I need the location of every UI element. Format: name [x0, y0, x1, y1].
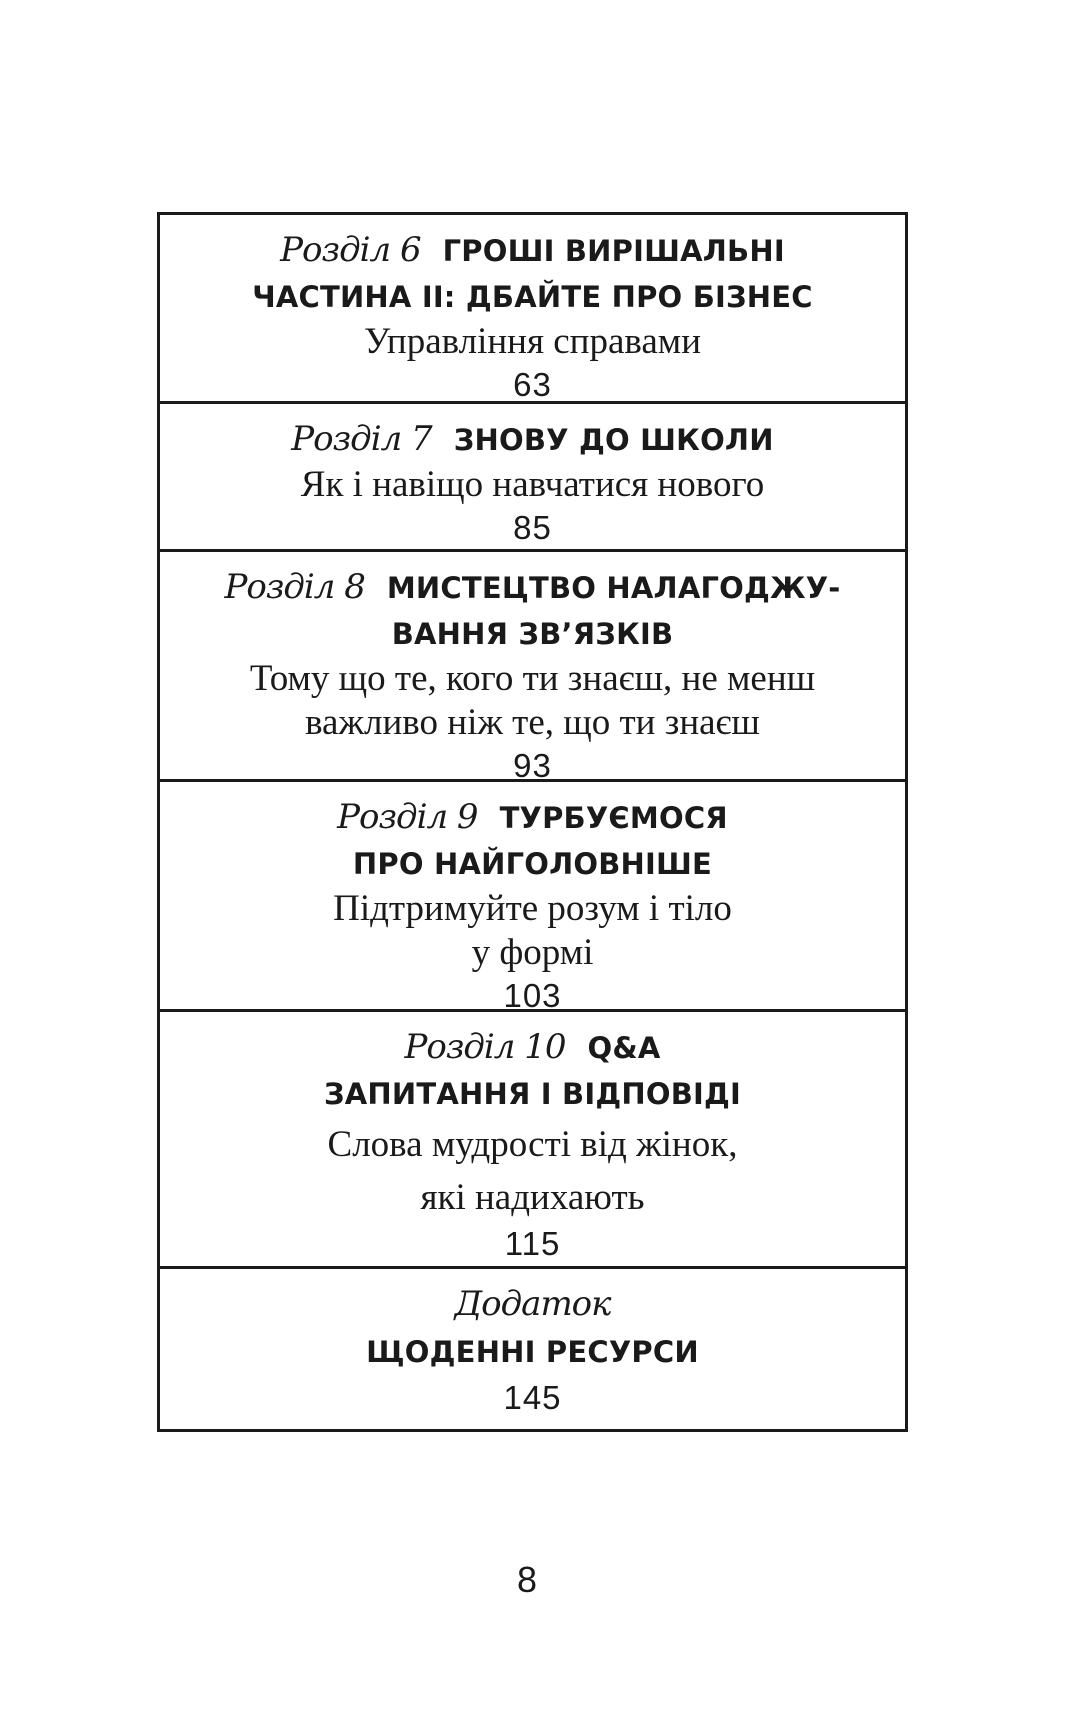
entry-heading-line	[160, 794, 905, 841]
page-number: 63	[513, 366, 552, 403]
chapter-subtitle-continued: важливо ніж те, що ти знаєш	[305, 702, 760, 743]
chapter-title-continued: ЧАСТИНА II: ДБАЙТЕ ПРО БІЗНЕС	[252, 280, 813, 314]
chapter-title: ТУРБУЄМОСЯ	[499, 801, 728, 835]
chapter-label: Розділ 10	[404, 1027, 566, 1067]
chapter-title: Q&A	[587, 1031, 661, 1065]
chapter-label: Розділ 9	[337, 797, 478, 837]
chapter-subtitle: Підтримуйте розум і тіло	[333, 888, 732, 929]
entry-heading-line	[160, 564, 905, 611]
chapter-title: ГРОШІ ВИРІШАЛЬНІ	[442, 234, 785, 268]
toc-entry-chapter-9[interactable]	[160, 782, 905, 1012]
appendix-label: Додаток	[454, 1284, 611, 1324]
chapter-subtitle: Тому що те, кого ти знаєш, не менш	[249, 658, 816, 699]
chapter-title: ЗНОВУ ДО ШКОЛИ	[453, 423, 774, 457]
chapter-subtitle: Як і навіщо навчатися нового	[300, 464, 765, 505]
toc-entry-chapter-6[interactable]	[160, 215, 905, 404]
page-number: 115	[504, 1225, 561, 1262]
chapter-label: Розділ 6	[280, 230, 421, 270]
entry-heading-line	[160, 416, 905, 463]
page-number: 93	[513, 747, 552, 784]
page-number: 145	[503, 1379, 562, 1416]
toc-entry-chapter-7[interactable]	[160, 404, 905, 552]
chapter-title-continued: ПРО НАЙГОЛОВНІШЕ	[352, 847, 713, 881]
chapter-label: Розділ 8	[224, 567, 365, 607]
chapter-title-continued: ВАННЯ ЗВ’ЯЗКІВ	[391, 617, 674, 651]
toc-entry-chapter-8[interactable]	[160, 552, 905, 782]
page-number: 103	[503, 977, 562, 1014]
toc-entry-chapter-10[interactable]	[160, 1012, 905, 1269]
entry-heading-line	[160, 227, 905, 274]
chapter-title-continued: ЗАПИТАННЯ І ВІДПОВІДІ	[323, 1077, 742, 1111]
toc-entry-appendix[interactable]	[160, 1269, 905, 1429]
chapter-title: МИСТЕЦТВО НАЛАГОДЖУ-	[386, 571, 841, 605]
table-of-contents	[157, 212, 908, 1432]
page-number: 85	[513, 509, 552, 546]
chapter-subtitle-continued: у формі	[471, 932, 594, 973]
chapter-label: Розділ 7	[291, 419, 432, 459]
chapter-subtitle: Слова мудрості від жінок,	[327, 1124, 738, 1165]
chapter-subtitle-continued: які надихають	[420, 1177, 645, 1218]
entry-heading-line	[160, 1024, 905, 1071]
chapter-subtitle: Управління справами	[363, 321, 702, 362]
page-folio-number: 8	[516, 1559, 538, 1600]
appendix-title: ЩОДЕННІ РЕСУРСИ	[366, 1335, 699, 1369]
